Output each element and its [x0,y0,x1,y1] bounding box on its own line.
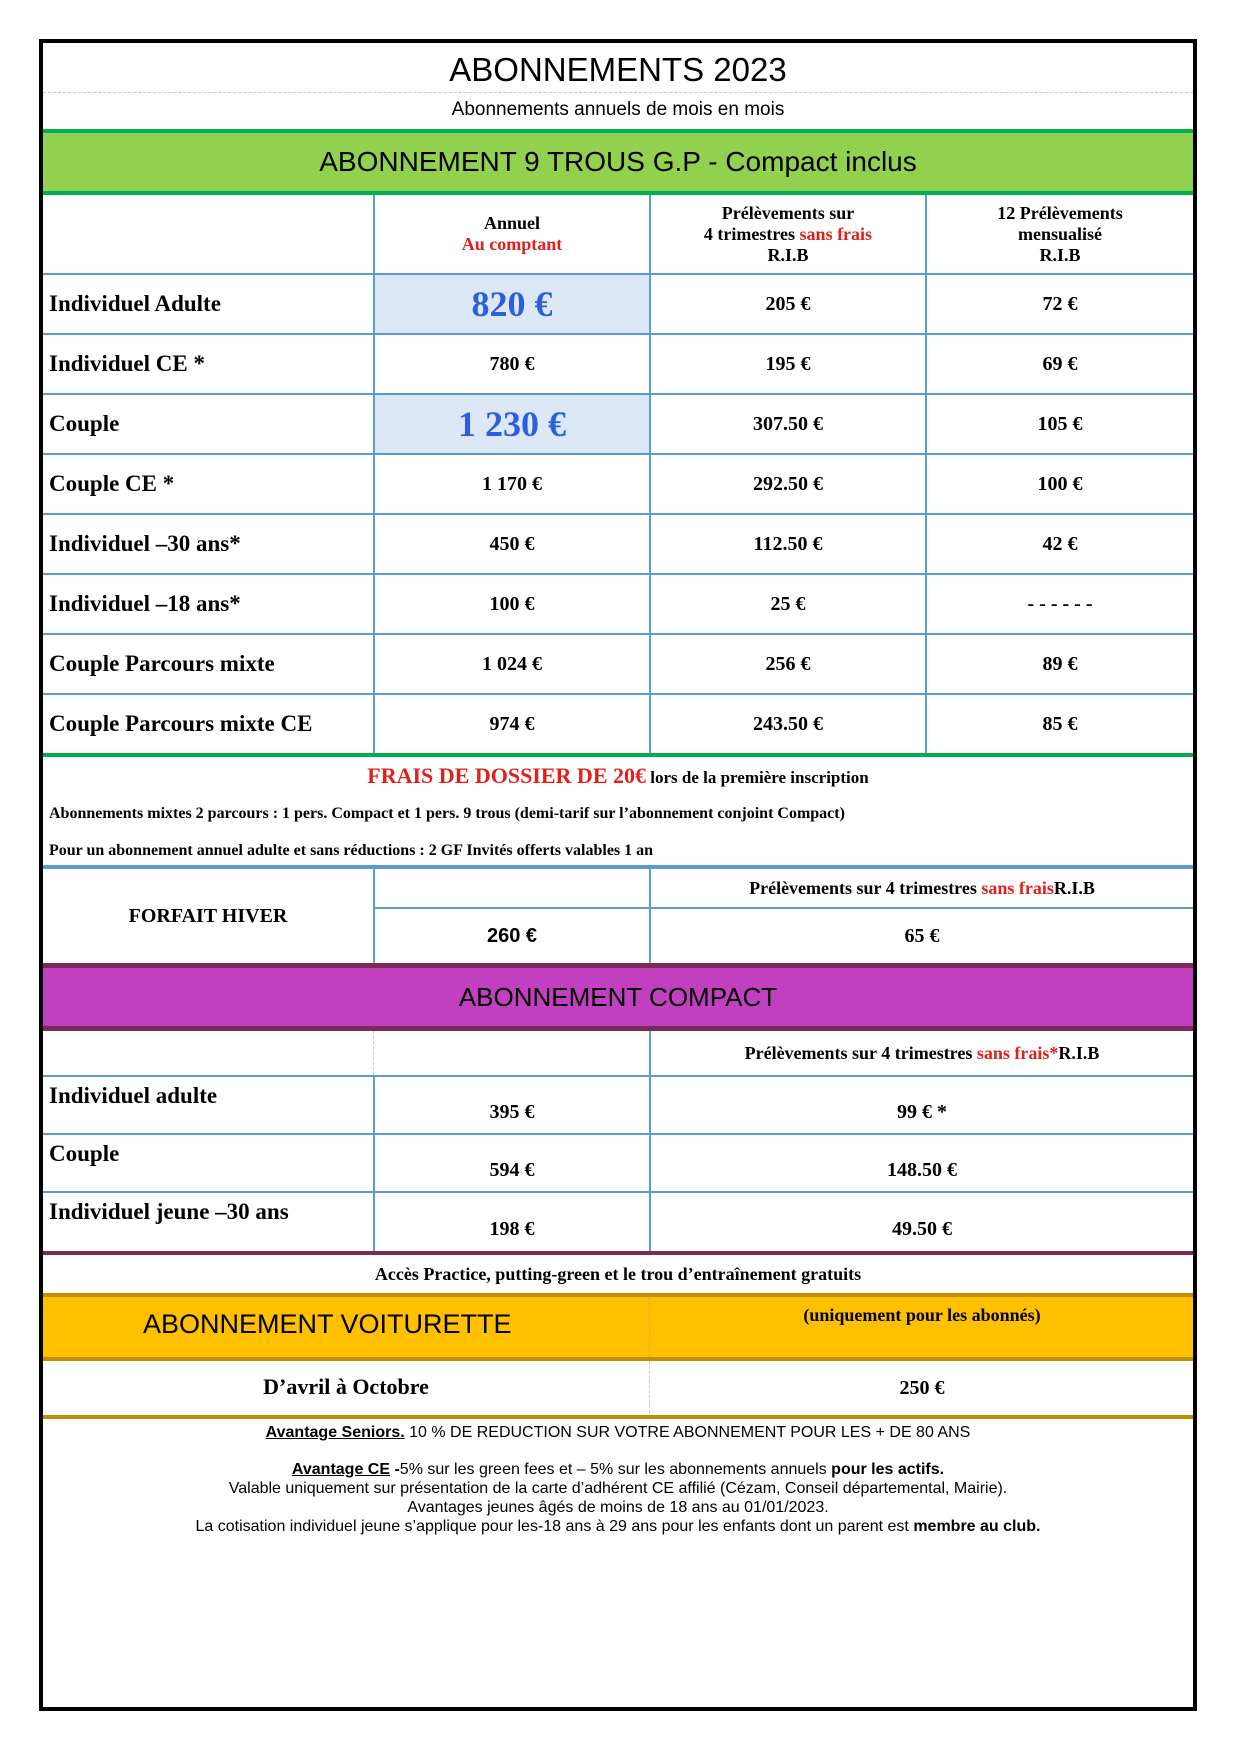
header-text: Prélèvements sur 4 trimestres [744,1042,973,1063]
price-annual: 100 € [489,592,535,615]
header-text: Prélèvements sur 4 trimestres [749,877,977,898]
youth-fee-note [43,1518,1193,1536]
header-text: R.I.B [1058,1042,1100,1063]
header-text-red: sans frais [799,223,873,244]
row-label: Individuel adulte [49,1083,218,1108]
price-annual: 594 € [489,1158,535,1181]
price-monthly: 69 € [1042,352,1078,375]
column-divider [373,1031,374,1075]
ce-text-bold: pour les actifs. [831,1461,945,1478]
youth-note: Avantages jeunes âgés de moins de 18 ans au 01/01/2023. [407,1499,829,1516]
price-annual: 395 € [489,1100,535,1123]
price-annual: 780 € [489,352,535,375]
voiturette-note: (uniquement pour les abonnés) [803,1305,1041,1325]
column-header-monthly [927,195,1193,273]
row-label: Couple CE * [49,471,175,496]
voiturette-period: D’avril à Octobre [263,1374,429,1399]
access-note: Accès Practice, putting-green et le trou d’entraînement gratuits [374,1264,862,1284]
header-line: 12 Prélèvements [997,202,1123,223]
winter-annual: 260 € [486,924,538,947]
price-quarterly: 148.50 € [887,1158,957,1181]
price-quarterly: 195 € [765,352,811,375]
price-quarterly: 205 € [765,292,811,315]
header-line: R.I.B [1039,244,1081,265]
seniors-label: Avantage Seniors. [265,1424,405,1441]
price-annual-highlight: 1 230 € [458,404,566,444]
page-subtitle: Abonnements annuels de mois en mois [451,99,785,120]
validity-note: Valable uniquement sur présentation de la carte d’adhérent CE affilié (Cézam, Conseil départemental, Mairie). [228,1480,1008,1497]
ce-note [43,1461,1193,1479]
header-text: 4 trimestres [703,223,800,244]
page-title: ABONNEMENTS 2023 [449,51,787,88]
price-quarterly: 292.50 € [753,472,823,495]
winter-label: FORFAIT HIVER [128,904,288,927]
gp9-banner: ABONNEMENT 9 TROUS G.P - Compact inclus [43,133,1193,191]
price-quarterly: 112.50 € [753,532,823,555]
row-label: Couple [49,1141,120,1166]
price-monthly: 85 € [1042,712,1078,735]
row-label: Couple [49,411,120,436]
price-quarterly: 25 € [770,592,806,615]
ce-text: 5% sur les green fees et – 5% sur les abonnements annuels [399,1461,832,1478]
price-quarterly: 256 € [765,652,811,675]
column-header-quarterly [651,195,925,273]
header-text-red: sans frais [981,877,1054,898]
row-label: Individuel Adulte [49,291,221,316]
price-quarterly: 243.50 € [753,712,823,735]
compact-header [651,1031,1193,1075]
header-line: Prélèvements sur [721,202,855,223]
header-line [704,224,872,245]
price-annual: 974 € [489,712,535,735]
column-divider [649,1297,650,1357]
seniors-note [43,1424,1193,1442]
price-monthly: - - - - - - [1027,592,1093,615]
row-label: Individuel –18 ans* [49,591,241,616]
youth-fee-text: La cotisation individuel jeune s’applique pour les-18 ans à 29 ans pour les enfants dont un parent est [195,1518,914,1535]
mixed-note: Abonnements mixtes 2 parcours : 1 pers. Compact et 1 pers. 9 trous (demi-tarif sur l’abonnement conjoint Compact) [49,805,845,822]
header-text-red: sans frais* [976,1042,1059,1063]
youth-fee-bold: membre au club. [913,1518,1041,1535]
purple-rule [43,1251,1193,1255]
column-header-annual [375,195,649,273]
column-divider [649,1361,650,1413]
price-annual: 450 € [489,532,535,555]
price-monthly: 105 € [1037,412,1083,435]
ce-dash: - [390,1461,400,1478]
price-monthly: 100 € [1037,472,1083,495]
price-quarterly: 99 € * [897,1100,947,1123]
ce-label: Avantage CE [291,1461,391,1478]
guests-note: Pour un abonnement annuel adulte et sans réductions : 2 GF Invités offerts valables 1 an [49,842,654,859]
header-line: mensualisé [1017,223,1102,244]
header-line: Annuel [483,213,541,233]
header-line: R.I.B [767,244,809,265]
voiturette-title: ABONNEMENT VOITURETTE [143,1309,512,1339]
row-label: Couple Parcours mixte [49,651,275,676]
price-annual: 1 024 € [482,652,542,675]
row-label: Couple Parcours mixte CE [49,711,313,736]
header-text: R.I.B [1053,877,1095,898]
voiturette-price: 250 € [899,1376,945,1399]
compact-banner: ABONNEMENT COMPACT [43,968,1193,1026]
winter-header [651,869,1193,907]
divider [43,92,1193,93]
green-rule [43,753,1193,757]
gold-rule [43,1415,1193,1419]
seniors-text: 10 % DE REDUCTION SUR VOTRE ABONNEMENT POUR LES + DE 80 ANS [404,1424,971,1441]
winter-quarterly: 65 € [904,924,940,947]
tarif-sheet [39,39,1197,1711]
price-annual-highlight: 820 € [471,284,553,324]
header-line: Au comptant [461,234,563,254]
fees-text: lors de la première inscription [646,768,869,787]
price-monthly: 72 € [1042,292,1078,315]
row-label: Individuel CE * [49,351,205,376]
price-quarterly: 49.50 € [892,1217,952,1240]
fees-amount: FRAIS DE DOSSIER DE 20€ [367,763,646,788]
row-label: Individuel –30 ans* [49,531,241,556]
row-label: Individuel jeune –30 ans [49,1199,289,1224]
price-monthly: 42 € [1042,532,1078,555]
price-quarterly: 307.50 € [753,412,823,435]
fees-note [43,763,1193,789]
price-annual: 1 170 € [482,472,542,495]
price-monthly: 89 € [1042,652,1078,675]
price-annual: 198 € [489,1217,535,1240]
